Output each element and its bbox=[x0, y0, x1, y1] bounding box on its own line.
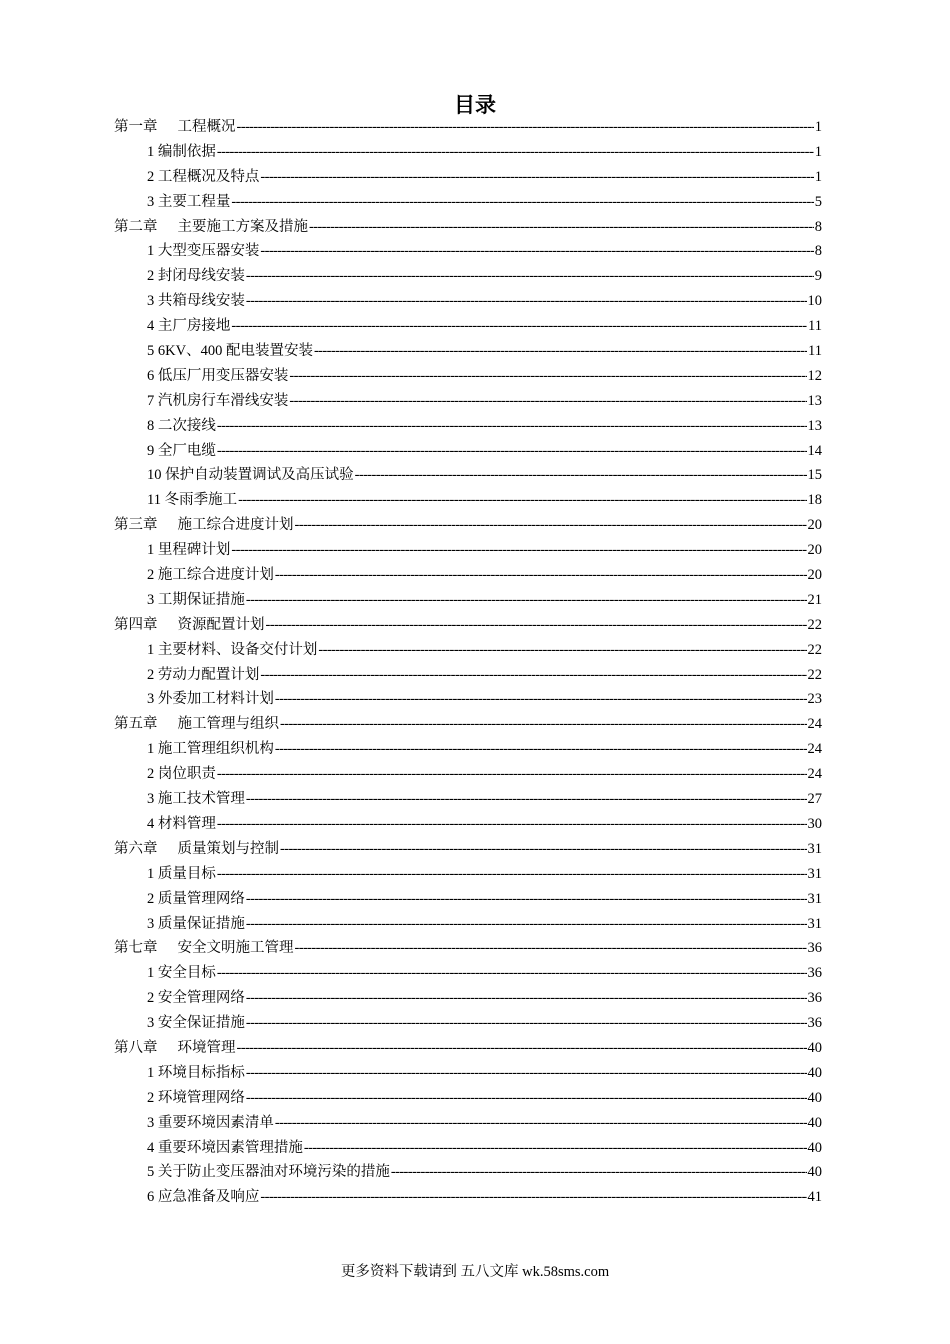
toc-entry-label bbox=[114, 513, 294, 538]
toc-section-entry[interactable] bbox=[114, 538, 822, 563]
toc-page-number: 31 bbox=[807, 840, 822, 857]
toc-entry-label: 2 施工综合进度计划 bbox=[147, 567, 274, 584]
toc-page-number: 15 bbox=[807, 467, 822, 484]
toc-chapter-entry[interactable] bbox=[114, 613, 822, 638]
toc-page-number: 31 bbox=[807, 915, 822, 932]
toc-section-entry[interactable] bbox=[114, 787, 822, 812]
toc-page-number: 20 bbox=[807, 517, 822, 534]
toc-page-number: 11 bbox=[808, 343, 822, 360]
dot-leader bbox=[266, 613, 807, 638]
dot-leader bbox=[391, 1160, 807, 1185]
chapter-title: 质量策划与控制 bbox=[177, 840, 279, 857]
toc-page-number: 10 bbox=[807, 293, 822, 310]
page-title: 目录 bbox=[454, 93, 496, 117]
toc-page-number: 36 bbox=[807, 1015, 822, 1032]
table-of-contents bbox=[114, 115, 822, 1210]
toc-section-entry[interactable] bbox=[114, 414, 822, 439]
toc-chapter-entry[interactable] bbox=[114, 1036, 822, 1061]
toc-entry-label: 5 6KV、400 配电装置安装 bbox=[147, 343, 313, 360]
dot-leader bbox=[280, 712, 807, 737]
toc-entry-label: 1 质量目标 bbox=[147, 865, 216, 882]
toc-page-number: 31 bbox=[807, 865, 822, 882]
dot-leader bbox=[275, 687, 807, 712]
toc-section-entry[interactable] bbox=[114, 762, 822, 787]
dot-leader bbox=[217, 812, 807, 837]
chapter-number: 第七章 bbox=[114, 940, 158, 957]
dot-leader bbox=[295, 936, 807, 961]
toc-page-number: 40 bbox=[807, 1039, 822, 1056]
dot-leader bbox=[246, 787, 807, 812]
toc-section-entry[interactable] bbox=[114, 737, 822, 762]
toc-entry-label: 2 工程概况及特点 bbox=[147, 168, 260, 185]
toc-section-entry[interactable] bbox=[114, 339, 822, 364]
toc-entry-label: 3 共箱母线安装 bbox=[147, 293, 245, 310]
chapter-title: 主要施工方案及措施 bbox=[177, 218, 308, 235]
toc-section-entry[interactable] bbox=[114, 239, 822, 264]
toc-page-number: 22 bbox=[807, 641, 822, 658]
dot-leader bbox=[260, 165, 813, 190]
toc-section-entry[interactable] bbox=[114, 314, 822, 339]
toc-page-number: 12 bbox=[807, 367, 822, 384]
dot-leader bbox=[246, 1011, 807, 1036]
toc-page-number: 8 bbox=[814, 218, 822, 235]
dot-leader bbox=[260, 239, 813, 264]
dot-leader bbox=[280, 837, 807, 862]
dot-leader bbox=[289, 364, 806, 389]
toc-page-number: 9 bbox=[814, 268, 822, 285]
chapter-title: 资源配置计划 bbox=[177, 616, 265, 633]
toc-section-entry[interactable] bbox=[114, 1185, 822, 1210]
toc-page-number: 14 bbox=[807, 442, 822, 459]
toc-entry-label: 2 质量管理网络 bbox=[147, 890, 245, 907]
toc-section-entry[interactable] bbox=[114, 488, 822, 513]
dot-leader bbox=[246, 1086, 807, 1111]
toc-page-number: 18 bbox=[807, 492, 822, 509]
dot-leader bbox=[246, 912, 807, 937]
toc-entry-label: 3 质量保证措施 bbox=[147, 915, 245, 932]
toc-section-entry[interactable] bbox=[114, 663, 822, 688]
dot-leader bbox=[246, 289, 807, 314]
toc-section-entry[interactable] bbox=[114, 887, 822, 912]
toc-entry-label: 3 施工技术管理 bbox=[147, 791, 245, 808]
toc-page-number: 23 bbox=[807, 691, 822, 708]
toc-section-entry[interactable] bbox=[114, 463, 822, 488]
toc-entry-label: 4 主厂房接地 bbox=[147, 318, 231, 335]
toc-entry-label: 3 主要工程量 bbox=[147, 193, 231, 210]
toc-entry-label: 3 重要环境因素清单 bbox=[147, 1114, 274, 1131]
toc-chapter-entry[interactable] bbox=[114, 936, 822, 961]
toc-entry-label: 6 低压厂用变压器安装 bbox=[147, 367, 289, 384]
dot-leader bbox=[275, 563, 807, 588]
toc-entry-label: 1 主要材料、设备交付计划 bbox=[147, 641, 318, 658]
chapter-number: 第二章 bbox=[114, 218, 158, 235]
toc-entry-label: 7 汽机房行车滑线安装 bbox=[147, 392, 289, 409]
toc-chapter-entry[interactable] bbox=[114, 837, 822, 862]
toc-page-number: 13 bbox=[807, 417, 822, 434]
toc-page-number: 13 bbox=[807, 392, 822, 409]
toc-section-entry[interactable] bbox=[114, 389, 822, 414]
toc-section-entry[interactable] bbox=[114, 364, 822, 389]
toc-section-entry[interactable] bbox=[114, 638, 822, 663]
footer-text: 更多资料下载请到 五八文库 wk.58sms.com bbox=[340, 1264, 610, 1280]
toc-page-number: 21 bbox=[807, 591, 822, 608]
toc-entry-label: 1 施工管理组织机构 bbox=[147, 741, 274, 758]
toc-entry-label bbox=[114, 215, 308, 240]
dot-leader bbox=[217, 439, 807, 464]
toc-entry-label: 1 里程碑计划 bbox=[147, 542, 231, 559]
toc-section-entry[interactable] bbox=[114, 439, 822, 464]
toc-section-entry[interactable] bbox=[114, 563, 822, 588]
chapter-number: 第一章 bbox=[114, 119, 158, 135]
toc-section-entry[interactable] bbox=[114, 812, 822, 837]
toc-page-number: 22 bbox=[807, 666, 822, 683]
toc-section-entry[interactable] bbox=[114, 862, 822, 887]
dot-leader bbox=[246, 887, 807, 912]
dot-leader bbox=[217, 414, 807, 439]
toc-page-number: 41 bbox=[807, 1189, 822, 1206]
toc-page-number: 22 bbox=[807, 616, 822, 633]
toc-entry-label bbox=[114, 613, 265, 638]
toc-page-number: 5 bbox=[814, 193, 822, 210]
chapter-number: 第四章 bbox=[114, 616, 158, 633]
dot-leader bbox=[275, 737, 807, 762]
toc-section-entry[interactable] bbox=[114, 588, 822, 613]
toc-entry-label: 2 劳动力配置计划 bbox=[147, 666, 260, 683]
dot-leader bbox=[217, 862, 807, 887]
toc-entry-label: 3 外委加工材料计划 bbox=[147, 691, 274, 708]
toc-page-number: 40 bbox=[807, 1114, 822, 1131]
toc-entry-label: 1 环境目标指标 bbox=[147, 1064, 245, 1081]
toc-section-entry[interactable] bbox=[114, 961, 822, 986]
toc-entry-label bbox=[114, 936, 294, 961]
dot-leader bbox=[231, 538, 806, 563]
dot-leader bbox=[246, 264, 814, 289]
toc-section-entry[interactable] bbox=[114, 1111, 822, 1136]
dot-leader bbox=[217, 140, 814, 165]
toc-page-number: 27 bbox=[807, 791, 822, 808]
toc-chapter-entry[interactable] bbox=[114, 712, 822, 737]
dot-leader bbox=[231, 314, 807, 339]
toc-page-number: 36 bbox=[807, 990, 822, 1007]
toc-page-number: 30 bbox=[807, 815, 822, 832]
toc-section-entry[interactable] bbox=[114, 190, 822, 215]
toc-entry-label: 11 冬雨季施工 bbox=[147, 492, 238, 509]
toc-entry-label: 1 大型变压器安装 bbox=[147, 243, 260, 260]
chapter-number: 第三章 bbox=[114, 517, 158, 534]
toc-entry-label: 10 保护自动装置调试及高压试验 bbox=[147, 467, 354, 484]
dot-leader bbox=[295, 513, 807, 538]
toc-page-number: 1 bbox=[814, 143, 822, 160]
dot-leader bbox=[355, 463, 807, 488]
toc-page-number: 36 bbox=[807, 940, 822, 957]
dot-leader bbox=[246, 986, 807, 1011]
toc-section-entry[interactable] bbox=[114, 986, 822, 1011]
dot-leader bbox=[314, 339, 807, 364]
toc-page-number: 20 bbox=[807, 542, 822, 559]
toc-entry-label bbox=[114, 1036, 236, 1061]
toc-chapter-entry[interactable] bbox=[114, 215, 822, 240]
toc-chapter-entry[interactable] bbox=[114, 115, 822, 140]
chapter-title: 安全文明施工管理 bbox=[177, 940, 294, 957]
toc-section-entry[interactable] bbox=[114, 1011, 822, 1036]
toc-entry-label: 5 关于防止变压器油对环境污染的措施 bbox=[147, 1164, 390, 1181]
dot-leader bbox=[246, 588, 807, 613]
toc-entry-label: 9 全厂电缆 bbox=[147, 442, 216, 459]
chapter-number: 第五章 bbox=[114, 716, 158, 733]
dot-leader bbox=[246, 1061, 807, 1086]
dot-leader bbox=[275, 1111, 807, 1136]
toc-entry-label: 2 岗位职责 bbox=[147, 766, 216, 783]
chapter-title: 工程概况 bbox=[177, 119, 236, 135]
dot-leader bbox=[304, 1136, 807, 1161]
toc-entry-label bbox=[114, 837, 279, 862]
toc-page-number: 24 bbox=[807, 741, 822, 758]
toc-section-entry[interactable] bbox=[114, 1061, 822, 1086]
toc-page-number: 11 bbox=[808, 318, 822, 335]
toc-page-number: 40 bbox=[807, 1164, 822, 1181]
toc-page-number: 24 bbox=[807, 716, 822, 733]
chapter-title: 环境管理 bbox=[177, 1039, 236, 1056]
dot-leader bbox=[231, 190, 813, 215]
dot-leader bbox=[260, 1185, 806, 1210]
toc-chapter-entry[interactable] bbox=[114, 513, 822, 538]
dot-leader bbox=[217, 961, 807, 986]
toc-entry-label: 3 工期保证措施 bbox=[147, 591, 245, 608]
chapter-number: 第六章 bbox=[114, 840, 158, 857]
dot-leader bbox=[260, 663, 806, 688]
toc-page-number: 36 bbox=[807, 965, 822, 982]
toc-section-entry[interactable] bbox=[114, 1136, 822, 1161]
toc-entry-label: 3 安全保证措施 bbox=[147, 1015, 245, 1032]
toc-section-entry[interactable] bbox=[114, 1160, 822, 1185]
toc-page-number: 1 bbox=[814, 168, 822, 185]
toc-page-number: 20 bbox=[807, 567, 822, 584]
toc-page-number: 31 bbox=[807, 890, 822, 907]
toc-entry-label: 1 编制依据 bbox=[147, 143, 216, 160]
toc-section-entry[interactable] bbox=[114, 165, 822, 190]
chapter-number: 第八章 bbox=[114, 1039, 158, 1056]
toc-page-number: 40 bbox=[807, 1064, 822, 1081]
toc-entry-label: 1 安全目标 bbox=[147, 965, 216, 982]
toc-section-entry[interactable] bbox=[114, 1086, 822, 1111]
toc-page-number: 1 bbox=[814, 119, 822, 135]
toc-page-number: 40 bbox=[807, 1089, 822, 1106]
toc-section-entry[interactable] bbox=[114, 912, 822, 937]
toc-section-entry[interactable] bbox=[114, 687, 822, 712]
toc-entry-label: 4 材料管理 bbox=[147, 815, 216, 832]
toc-section-entry[interactable] bbox=[114, 289, 822, 314]
toc-page-number: 40 bbox=[807, 1139, 822, 1156]
dot-leader bbox=[237, 115, 814, 140]
dot-leader bbox=[318, 638, 806, 663]
chapter-title: 施工综合进度计划 bbox=[177, 517, 294, 534]
dot-leader bbox=[217, 762, 807, 787]
dot-leader bbox=[309, 215, 814, 240]
toc-entry-label: 2 安全管理网络 bbox=[147, 990, 245, 1007]
toc-entry-label bbox=[114, 712, 279, 737]
toc-entry-label bbox=[114, 115, 236, 140]
toc-page-number: 8 bbox=[814, 243, 822, 260]
toc-entry-label: 8 二次接线 bbox=[147, 417, 216, 434]
dot-leader bbox=[289, 389, 806, 414]
toc-entry-label: 6 应急准备及响应 bbox=[147, 1189, 260, 1206]
dot-leader bbox=[238, 488, 806, 513]
toc-entry-label: 2 环境管理网络 bbox=[147, 1089, 245, 1106]
toc-section-entry[interactable] bbox=[114, 140, 822, 165]
dot-leader bbox=[237, 1036, 807, 1061]
toc-section-entry[interactable] bbox=[114, 264, 822, 289]
toc-entry-label: 2 封闭母线安装 bbox=[147, 268, 245, 285]
toc-page-number: 24 bbox=[807, 766, 822, 783]
toc-entry-label: 4 重要环境因素管理措施 bbox=[147, 1139, 303, 1156]
chapter-title: 施工管理与组织 bbox=[177, 716, 279, 733]
